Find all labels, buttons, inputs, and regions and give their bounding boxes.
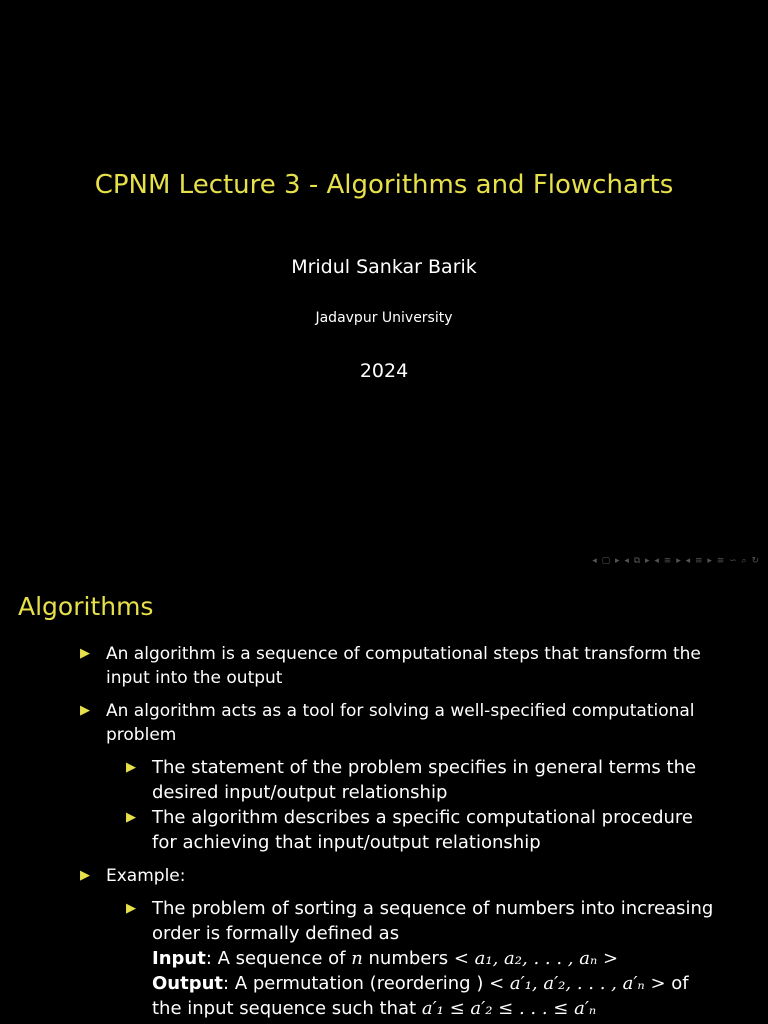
author-name: Mridul Sankar Barik [291,256,477,278]
bullet-text: The algorithm describes a specific computational procedure for achieving that input/output relationship [152,807,693,853]
bullet-text: The problem of sorting a sequence of numbers into increasing order is formally defined as [152,898,714,944]
input-text: : A sequence of [205,948,352,969]
input-label: Input [152,948,206,969]
output-sequence: < a′₁, a′₂, . . . , a′ₙ > [489,973,666,994]
bullet-text: The statement of the problem specifies in general terms the desired input/output relationship [152,757,697,803]
output-text-2: of the input sequence such that [152,973,689,1019]
sub-bullet-list [126,755,720,855]
bullet-list [80,642,720,1024]
output-label: Output [152,973,224,994]
bullet-text: An algorithm is a sequence of computational steps that transform the input into the output [106,644,701,688]
presentation-title: CPNM Lecture 3 - Algorithms and Flowcharts [94,170,674,200]
sub-bullet-list [126,896,720,1021]
list-item [126,805,720,855]
beamer-navigation-bar[interactable]: ◂ ▢ ▸ ◂ ⧉ ▸ ◂ ≡ ▸ ◂ ≡ ▸ ≡ ∽ ⌕ ↻ [592,556,760,566]
algorithms-slide [0,576,768,1024]
input-numbers-text: numbers [362,948,454,969]
list-item [126,896,720,1021]
institute-name: Jadavpur University [315,310,453,326]
input-sequence: < a₁, a₂, . . . , aₙ > [453,948,619,969]
list-item [80,699,720,855]
presentation-year: 2024 [359,360,409,382]
list-item [80,642,720,690]
bullet-text: Example: [106,866,186,886]
output-condition: a′₁ ≤ a′₂ ≤ . . . ≤ a′ₙ [421,998,597,1019]
input-n: n [351,948,363,969]
list-item [126,755,720,805]
output-text: : A permutation (reordering ) [223,973,490,994]
bullet-text: An algorithm acts as a tool for solving a well-specified computational problem [106,701,695,745]
list-item [80,864,720,1021]
frame-title: Algorithms [18,592,154,621]
